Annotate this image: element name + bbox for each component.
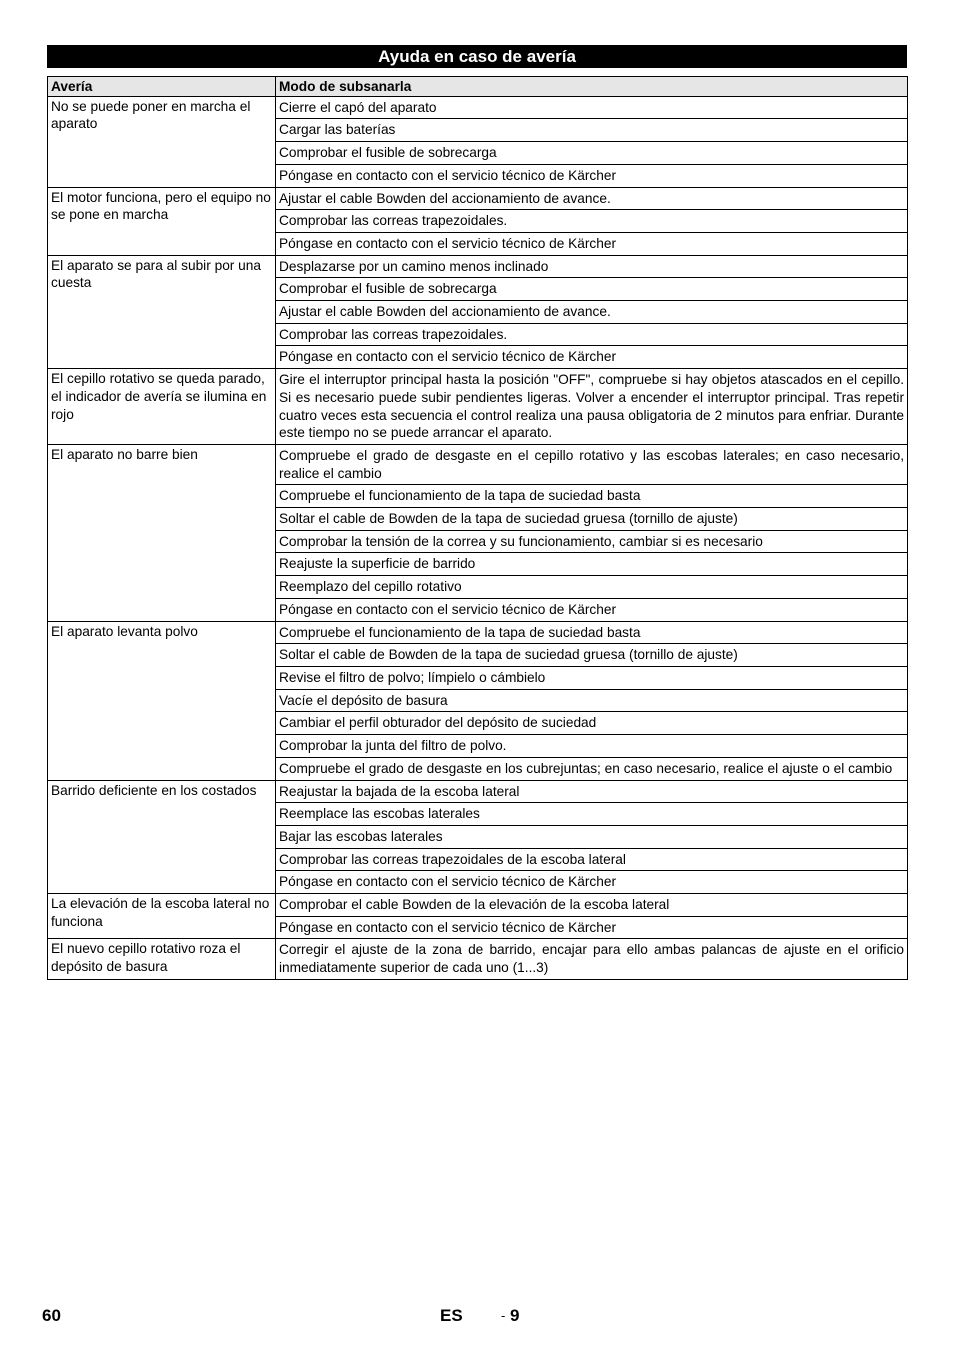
fault-cell: No se puede poner en marcha el aparato bbox=[48, 96, 276, 187]
remedy-cell: Cambiar el perfil obturador del depósito de suciedad bbox=[276, 712, 908, 735]
remedy-cell: Compruebe el grado de desgaste en el cepillo rotativo y las escobas laterales; en caso necesario, realice el cambio bbox=[276, 444, 908, 484]
remedy-cell: Gire el interruptor principal hasta la posición "OFF", compruebe si hay objetos atascados en el cepillo. Si es necesario puede subir pendientes ligeras. Volver a encender el interruptor principal. Tras repetir cuatro veces esta secuencia el control realiza una pausa obligatoria de 2 minutos para enfriar. Durante este tiempo no se puede arrancar el aparato. bbox=[276, 369, 908, 445]
remedy-cell: Cargar las baterías bbox=[276, 119, 908, 142]
remedy-cell: Compruebe el grado de desgaste en los cubrejuntas; en caso necesario, realice el ajuste o el cambio bbox=[276, 757, 908, 780]
header-remedy: Modo de subsanarla bbox=[276, 77, 908, 97]
remedy-cell: Cierre el capó del aparato bbox=[276, 96, 908, 119]
table-row bbox=[48, 621, 908, 644]
remedy-cell: Póngase en contacto con el servicio técnico de Kärcher bbox=[276, 164, 908, 187]
remedy-cell: Póngase en contacto con el servicio técnico de Kärcher bbox=[276, 346, 908, 369]
table-row bbox=[48, 780, 908, 803]
fault-cell: El cepillo rotativo se queda parado, el indicador de avería se ilumina en rojo bbox=[48, 369, 276, 445]
remedy-cell: Corregir el ajuste de la zona de barrido, encajar para ello ambas palancas de ajuste en el orificio inmediatamente superior de cada uno (1...3) bbox=[276, 939, 908, 979]
remedy-cell: Desplazarse por un camino menos inclinado bbox=[276, 255, 908, 278]
remedy-cell: Soltar el cable de Bowden de la tapa de suciedad gruesa (tornillo de ajuste) bbox=[276, 644, 908, 667]
remedy-cell: Póngase en contacto con el servicio técnico de Kärcher bbox=[276, 871, 908, 894]
fault-cell: Barrido deficiente en los costados bbox=[48, 780, 276, 894]
remedy-cell: Compruebe el funcionamiento de la tapa de suciedad basta bbox=[276, 485, 908, 508]
fault-cell: La elevación de la escoba lateral no funciona bbox=[48, 894, 276, 939]
remedy-cell: Comprobar la junta del filtro de polvo. bbox=[276, 735, 908, 758]
remedy-cell: Comprobar el cable Bowden de la elevación de la escoba lateral bbox=[276, 894, 908, 917]
remedy-cell: Póngase en contacto con el servicio técnico de Kärcher bbox=[276, 916, 908, 939]
table-row bbox=[48, 939, 908, 979]
section-title: Ayuda en caso de avería bbox=[47, 45, 907, 68]
remedy-cell: Reemplazo del cepillo rotativo bbox=[276, 576, 908, 599]
remedy-cell: Revise el filtro de polvo; límpielo o cámbielo bbox=[276, 666, 908, 689]
table-row bbox=[48, 96, 908, 119]
table-row bbox=[48, 444, 908, 484]
remedy-cell: Compruebe el funcionamiento de la tapa de suciedad basta bbox=[276, 621, 908, 644]
remedy-cell: Comprobar el fusible de sobrecarga bbox=[276, 278, 908, 301]
remedy-cell: Ajustar el cable Bowden del accionamiento de avance. bbox=[276, 187, 908, 210]
table-row bbox=[48, 255, 908, 278]
language-code: ES bbox=[440, 1306, 463, 1325]
table-row bbox=[48, 369, 908, 445]
remedy-cell: Reemplace las escobas laterales bbox=[276, 803, 908, 826]
fault-cell: El aparato se para al subir por una cuesta bbox=[48, 255, 276, 369]
remedy-cell: Vacíe el depósito de basura bbox=[276, 689, 908, 712]
fault-cell: El nuevo cepillo rotativo roza el depósito de basura bbox=[48, 939, 276, 979]
remedy-cell: Comprobar las correas trapezoidales. bbox=[276, 210, 908, 233]
page-number: 60 bbox=[42, 1306, 61, 1325]
footer-separator: - bbox=[501, 1308, 506, 1323]
table-body bbox=[48, 96, 908, 979]
remedy-cell: Comprobar el fusible de sobrecarga bbox=[276, 142, 908, 165]
table-row bbox=[48, 894, 908, 917]
remedy-cell: Comprobar la tensión de la correa y su funcionamiento, cambiar si es necesario bbox=[276, 530, 908, 553]
fault-cell: El aparato levanta polvo bbox=[48, 621, 276, 780]
remedy-cell: Comprobar las correas trapezoidales. bbox=[276, 323, 908, 346]
remedy-cell: Póngase en contacto con el servicio técnico de Kärcher bbox=[276, 232, 908, 255]
header-fault: Avería bbox=[48, 77, 276, 97]
remedy-cell: Soltar el cable de Bowden de la tapa de suciedad gruesa (tornillo de ajuste) bbox=[276, 508, 908, 531]
remedy-cell: Ajustar el cable Bowden del accionamiento de avance. bbox=[276, 301, 908, 324]
fault-cell: El aparato no barre bien bbox=[48, 444, 276, 621]
table-row bbox=[48, 187, 908, 210]
remedy-cell: Póngase en contacto con el servicio técnico de Kärcher bbox=[276, 598, 908, 621]
remedy-cell: Bajar las escobas laterales bbox=[276, 825, 908, 848]
section-page-number: 9 bbox=[510, 1306, 520, 1325]
table-header-row bbox=[48, 77, 908, 97]
remedy-cell: Reajustar la bajada de la escoba lateral bbox=[276, 780, 908, 803]
remedy-cell: Reajuste la superficie de barrido bbox=[276, 553, 908, 576]
troubleshooting-table bbox=[47, 76, 908, 980]
fault-cell: El motor funciona, pero el equipo no se pone en marcha bbox=[48, 187, 276, 255]
remedy-cell: Comprobar las correas trapezoidales de la escoba lateral bbox=[276, 848, 908, 871]
